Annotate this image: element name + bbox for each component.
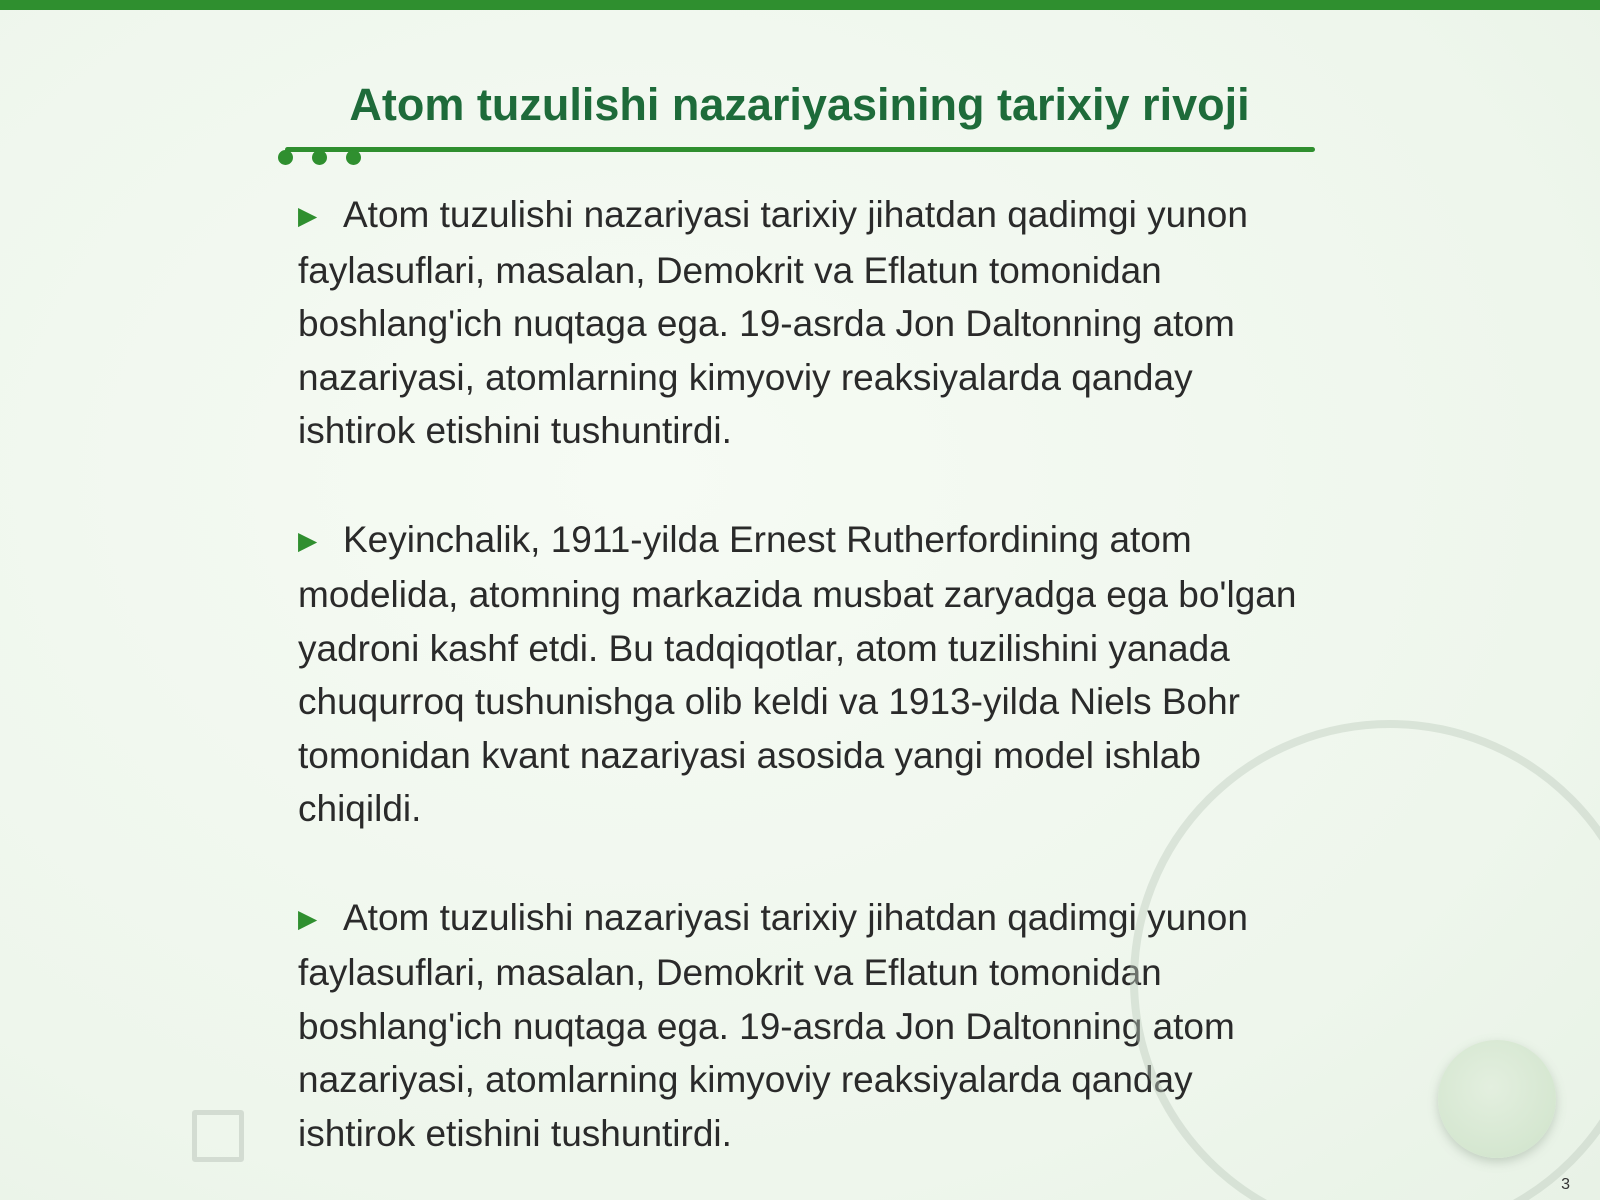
decor-dot-1 xyxy=(278,150,293,165)
paragraph-text: Keyinchalik, 1911-yilda Ernest Rutherfordining atom modelida, atomning markazida musbat zaryadga ega bo'lgan yadroni kashf etdi. Bu tadqiqotlar, atom tuzilishini yanada chuqurroq tushunishga olib keldi va 1913-yilda Niels Bohr tomonidan kvant nazariyasi asosida yangi model ishlab chiqildi. xyxy=(298,518,1297,829)
triangle-bullet-icon: ▶ xyxy=(298,904,318,933)
decor-circle-shape xyxy=(1438,1040,1556,1158)
title-underline xyxy=(285,147,1315,152)
triangle-bullet-icon: ▶ xyxy=(298,526,318,555)
slide-title: Atom tuzulishi nazariyasining tarixiy rivoji xyxy=(349,79,1250,130)
decor-dot-3 xyxy=(346,150,361,165)
bullet-paragraph-2 xyxy=(298,513,1298,836)
page-number: 3 xyxy=(1561,1176,1570,1193)
decor-square-shape xyxy=(192,1110,244,1162)
top-accent-bar xyxy=(0,0,1600,10)
bullet-paragraph-1 xyxy=(298,188,1298,458)
decor-dot-2 xyxy=(312,150,327,165)
paragraph-text: Atom tuzulishi nazariyasi tarixiy jihatdan qadimgi yunon faylasuflari, masalan, Demokrit va Eflatun tomonidan boshlang'ich nuqtaga ega. 19-asrda Jon Daltonning atom nazariyasi, atomlarning kimyoviy reaksiyalarda qanday ishtirok etishini tushuntirdi. xyxy=(298,896,1248,1154)
paragraph-text: Atom tuzulishi nazariyasi tarixiy jihatdan qadimgi yunon faylasuflari, masalan, Demokrit va Eflatun tomonidan boshlang'ich nuqtaga ega. 19-asrda Jon Daltonning atom nazariyasi, atomlarning kimyoviy reaksiyalarda qanday ishtirok etishini tushuntirdi. xyxy=(298,194,1248,451)
triangle-bullet-icon: ▶ xyxy=(298,202,318,230)
